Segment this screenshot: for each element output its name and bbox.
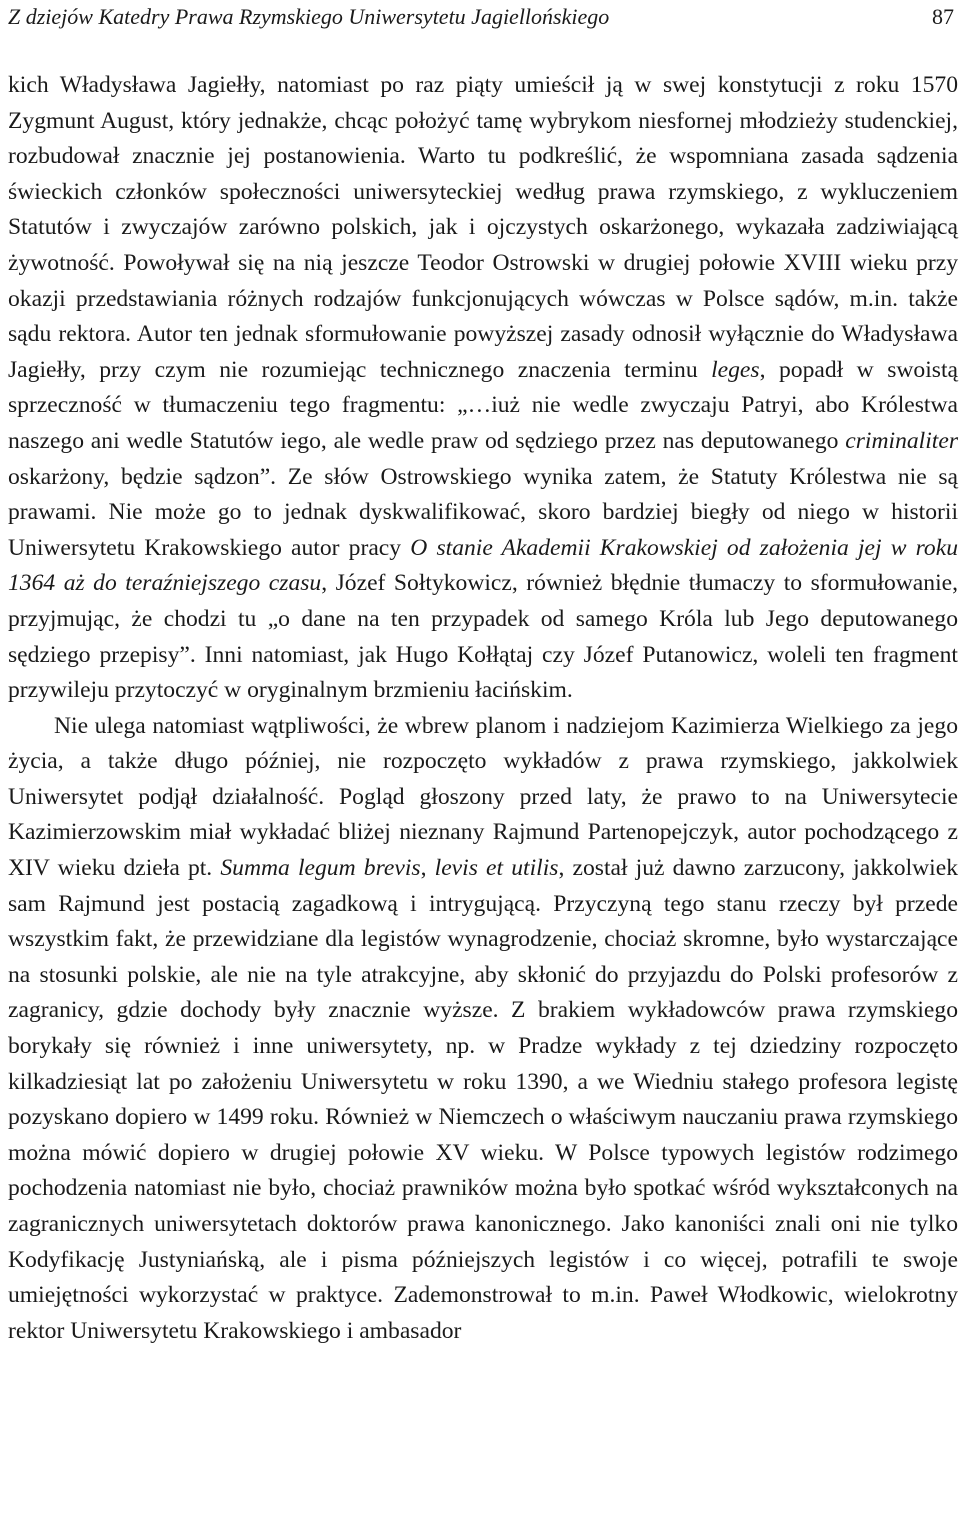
body-paragraph bbox=[8, 68, 958, 709]
text-run: , Józef Sołtykowicz, również błędnie tłumaczy to sformułowanie, przyjmując, że chodzi tu „o dane na ten przypadek od samego Króla lub Jego deputowanego sędziego przepisy”. Inni natomiast, jak Hugo Kołłątaj czy Józef Putanowicz, woleli ten fragment przywileju przytoczyć w oryginalnym brzmieniu łacińskim. bbox=[8, 570, 958, 704]
text-run: , bbox=[420, 855, 435, 882]
text-run: , został już dawno zarzucony, jakkolwiek sam Rajmund jest postacią zagadkową i intrygującą. Przyczyną tego stanu rzeczy był przede wszystkim fakt, że przewidziane dla legistów wynagrodzenie, chociaż skromne, było wystarczające na stosunki polskie, ale nie na tyle atrakcyjne, aby skłonić do przyjazdu do Polski profesorów z zagranicy, gdzie dochody były znacznie wyższe. Z brakiem wykładowców prawa rzymskiego borykały się również i inne uniwersytety, np. w Pradze wykłady z tej dziedziny rozpoczęto kilkadziesiąt lat po założeniu Uniwersytetu w roku 1390, a we Wiedniu stałego profesora legistę pozyskano dopiero w 1499 roku. Również w Niemczech o właściwym nauczaniu prawa rzymskiego można mówić dopiero w drugiej połowie XV wieku. W Polsce typowych legistów rodzimego pochodzenia natomiast nie było, chociaż prawników można było spotkać wśród wykształconych na zagranicznych uniwersytetach doktorów prawa kanonicznego. Jako kanoniści znali oni nie tylko Kodyfikację Justyniańską, ale i pisma późniejszych legistów i co więcej, potrafili te swoje umiejętności wykorzystać w praktyce. Zademonstrował to m.in. Paweł Włodkowic, wielokrotny rektor Uniwersytetu Krakowskiego i ambasador bbox=[8, 855, 958, 1344]
text-run: oskarżony, będzie sądzon”. Ze słów Ostrowskiego wynika zatem, że Statuty Królestwa nie są prawami. Nie może go to jednak dyskwalifikować, skoro bardziej biegły od niego w historii Uniwersytetu Krakowskiego autor pracy bbox=[8, 463, 958, 561]
running-header bbox=[8, 2, 958, 38]
italic-text-run: levis et utilis bbox=[434, 855, 559, 882]
text-run: Nie ulega natomiast wątpliwości, że wbrew planom i nadziejom Kazimierza Wielkiego za jego życia, a także długo później, nie rozpoczęto wykładów z prawa rzymskiego, jakkolwiek Uniwersytet podjął działalność. Pogląd głoszony przed laty, że prawo to na Uniwersytecie Kazimierzowskim miał wykładać bliżej nieznany Rajmund Partenopejczyk, autor pochodzącego z XIV wieku dzieła pt. bbox=[8, 712, 958, 882]
running-header-title: Z dziejów Katedry Prawa Rzymskiego Uniwersytetu Jagiellońskiego bbox=[8, 4, 610, 29]
page-number: 87 bbox=[932, 4, 954, 29]
italic-text-run: leges bbox=[711, 356, 760, 383]
text-run: , popadł w swoistą sprzeczność w tłumaczeniu tego fragmentu: „…iuż nie wedle zwyczaju Patryi, abo Królestwa naszego ani wedle Statutów iego, ale wedle praw od sędziego przez nas deputowanego bbox=[8, 356, 958, 454]
body-text bbox=[8, 68, 958, 1349]
text-run: kich Władysława Jagiełły, natomiast po raz piąty umieścił ją w swej konstytucji z roku 1570 Zygmunt August, który jednakże, chcąc położyć tamę wybrykom niesfornej młodzieży studenckiej, rozbudował znacznie jej postanowienia. Warto tu podkreślić, że wspomniana zasada sądzenia świeckich członków społeczności uniwersyteckiej według prawa rzymskiego, z wykluczeniem Statutów i zwyczajów zarówno polskich, jak i ojczystych oskarżonego, wykazała zadziwiającą żywotność. Powoływał się na nią jeszcze Teodor Ostrowski w drugiej połowie XVIII wieku przy okazji przedstawiania różnych rodzajów funkcjonujących wówczas w Polsce sądów, m.in. także sądu rektora. Autor ten jednak sformułowanie powyższej zasady odnosił wyłącznie do Władysława Jagiełły, przy czym nie rozumiejąc technicznego znaczenia terminu bbox=[8, 72, 958, 383]
body-paragraph bbox=[8, 709, 958, 1350]
italic-text-run: O stanie Akademii Krakowskiej od założenia jej w roku 1364 aż do teraźniejszego czasu bbox=[8, 534, 958, 597]
italic-text-run: criminaliter bbox=[845, 427, 958, 454]
italic-text-run: Summa legum brevis bbox=[220, 855, 421, 882]
document-page bbox=[8, 0, 958, 1349]
